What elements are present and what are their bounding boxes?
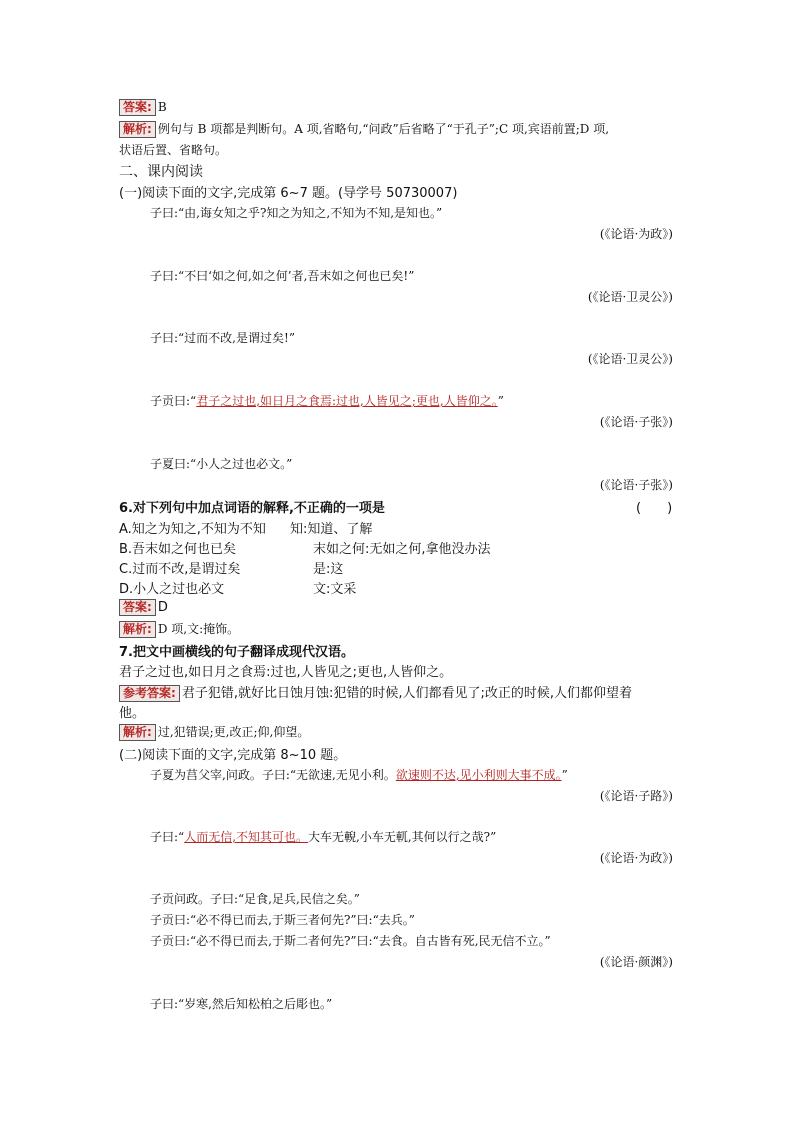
q6-stem-text: 6.对下列句中加点词语的解释,不正确的一项是 xyxy=(119,501,385,516)
q7-ref-answer-line1 xyxy=(119,682,632,702)
passage-4 xyxy=(150,392,504,409)
passage-2: 子曰:“不曰‘如之何,如之何’者,吾末如之何也已矣!” xyxy=(150,269,415,283)
underlined-sentence: 欲速则不达,见小利则大事不成。 xyxy=(395,768,562,782)
ref-answer-label: 参考答案: xyxy=(119,685,180,702)
q6-analysis-line xyxy=(119,620,239,638)
part2-passage-2-post: 大车无輗,小车无軏,其何以行之哉?” xyxy=(308,830,497,844)
part2-passage-4: 子曰:“岁寒,然后知松柏之后彫也。” xyxy=(150,997,333,1011)
q5-answer-line xyxy=(119,99,167,116)
q7-analysis: 过,犯错误;更,改正;仰,仰望。 xyxy=(157,725,310,739)
q6-option-d: D.小人之过也必文 xyxy=(119,582,225,597)
q5-analysis-line1 xyxy=(119,120,609,138)
q6-option-b: B.吾末如之何也已矣 xyxy=(119,542,237,557)
q6-option-b-gloss: 末如之何:无如之何,拿他没办法 xyxy=(313,542,491,557)
q6-option-a-gloss: 知:知道、了解 xyxy=(290,522,373,537)
part2-passage-3-line2: 子贡曰:“必不得已而去,于斯三者何先?”曰:“去兵。” xyxy=(150,913,415,927)
q6-option-d-gloss: 文:文采 xyxy=(313,582,357,597)
passage-3: 子曰:“过而不改,是谓过矣!” xyxy=(150,331,295,345)
part1-intro: (一)阅读下面的文字,完成第 6~7 题。(导学号 50730007) xyxy=(119,186,458,201)
q6-analysis: D 项,文:掩饰。 xyxy=(157,622,240,636)
q5-answer: B xyxy=(157,100,167,114)
analysis-label: 解析: xyxy=(119,621,156,638)
q6-option-a: A.知之为知之,不知为不知 xyxy=(119,522,266,537)
q6-option-c-gloss: 是:这 xyxy=(313,562,344,577)
underlined-sentence: 君子之过也,如日月之食焉:过也,人皆见之;更也,人皆仰之。 xyxy=(196,394,498,408)
q7-sentence: 君子之过也,如日月之食焉:过也,人皆见之;更也,人皆仰之。 xyxy=(119,665,453,680)
part2-passage-1-pre: 子夏为莒父宰,问政。子曰:“无欲速,无见小利。 xyxy=(150,768,396,782)
part2-passage-1-source: (《论语·子路》) xyxy=(599,789,673,803)
analysis-label: 解析: xyxy=(119,724,156,741)
q7-stem-text: 7.把文中画横线的句子翻译成现代汉语。 xyxy=(119,645,354,660)
part2-passage-2 xyxy=(150,828,496,845)
q6-answer: D xyxy=(157,600,168,615)
passage-1-source: (《论语·为政》) xyxy=(599,227,673,241)
q6-stem xyxy=(119,497,385,516)
part2-passage-3-line1: 子贡问政。子曰:“足食,足兵,民信之矣。” xyxy=(150,892,360,906)
q7-ref-answer-line2: 他。 xyxy=(119,706,146,721)
analysis-label: 解析: xyxy=(119,121,156,138)
part2-passage-1 xyxy=(150,766,568,783)
q7-stem xyxy=(119,641,354,660)
q6-bracket: ( ) xyxy=(636,501,673,516)
passage-5-source: (《论语·子张》) xyxy=(599,478,673,492)
passage-5: 子夏曰:“小人之过也必文。” xyxy=(150,457,293,471)
passage-4-post: ” xyxy=(497,394,504,408)
section-title: 二、课内阅读 xyxy=(119,164,203,180)
part2-passage-2-pre: 子曰:“ xyxy=(150,830,185,844)
answer-label: 答案: xyxy=(119,99,156,116)
passage-4-pre: 子贡曰:“ xyxy=(150,394,197,408)
q6-answer-line xyxy=(119,599,168,616)
q5-analysis-line2: 状语后置、省略句。 xyxy=(119,143,228,157)
passage-3-source: (《论语·卫灵公》) xyxy=(587,352,673,366)
q6-option-c: C.过而不改,是谓过矣 xyxy=(119,562,241,577)
answer-label: 答案: xyxy=(119,599,156,616)
q7-ref-answer: 君子犯错,就好比日蚀月蚀:犯错的时候,人们都看见了;改正的时候,人们都仰望着 xyxy=(181,686,632,701)
part2-passage-1-post: ” xyxy=(561,768,568,782)
q5-analysis-text: 例句与 B 项都是判断句。A 项,省略句,“问政”后省略了“于孔子”;C 项,宾语前置;D 项, xyxy=(157,122,610,136)
part2-intro: (二)阅读下面的文字,完成第 8~10 题。 xyxy=(119,748,347,763)
part2-passage-3-line3: 子贡曰:“必不得已而去,于斯二者何先?”曰:“去食。自古皆有死,民无信不立。” xyxy=(150,934,551,948)
underlined-sentence: 人而无信,不知其可也。 xyxy=(184,830,309,844)
q7-analysis-line xyxy=(119,723,309,741)
passage-2-source: (《论语·卫灵公》) xyxy=(587,290,673,304)
passage-1: 子曰:“由,诲女知之乎?知之为知之,不知为不知,是知也。” xyxy=(150,206,443,220)
part2-passage-2-source: (《论语·为政》) xyxy=(599,851,673,865)
part2-passage-3-source: (《论语·颜渊》) xyxy=(599,955,673,969)
passage-4-source: (《论语·子张》) xyxy=(599,415,673,429)
